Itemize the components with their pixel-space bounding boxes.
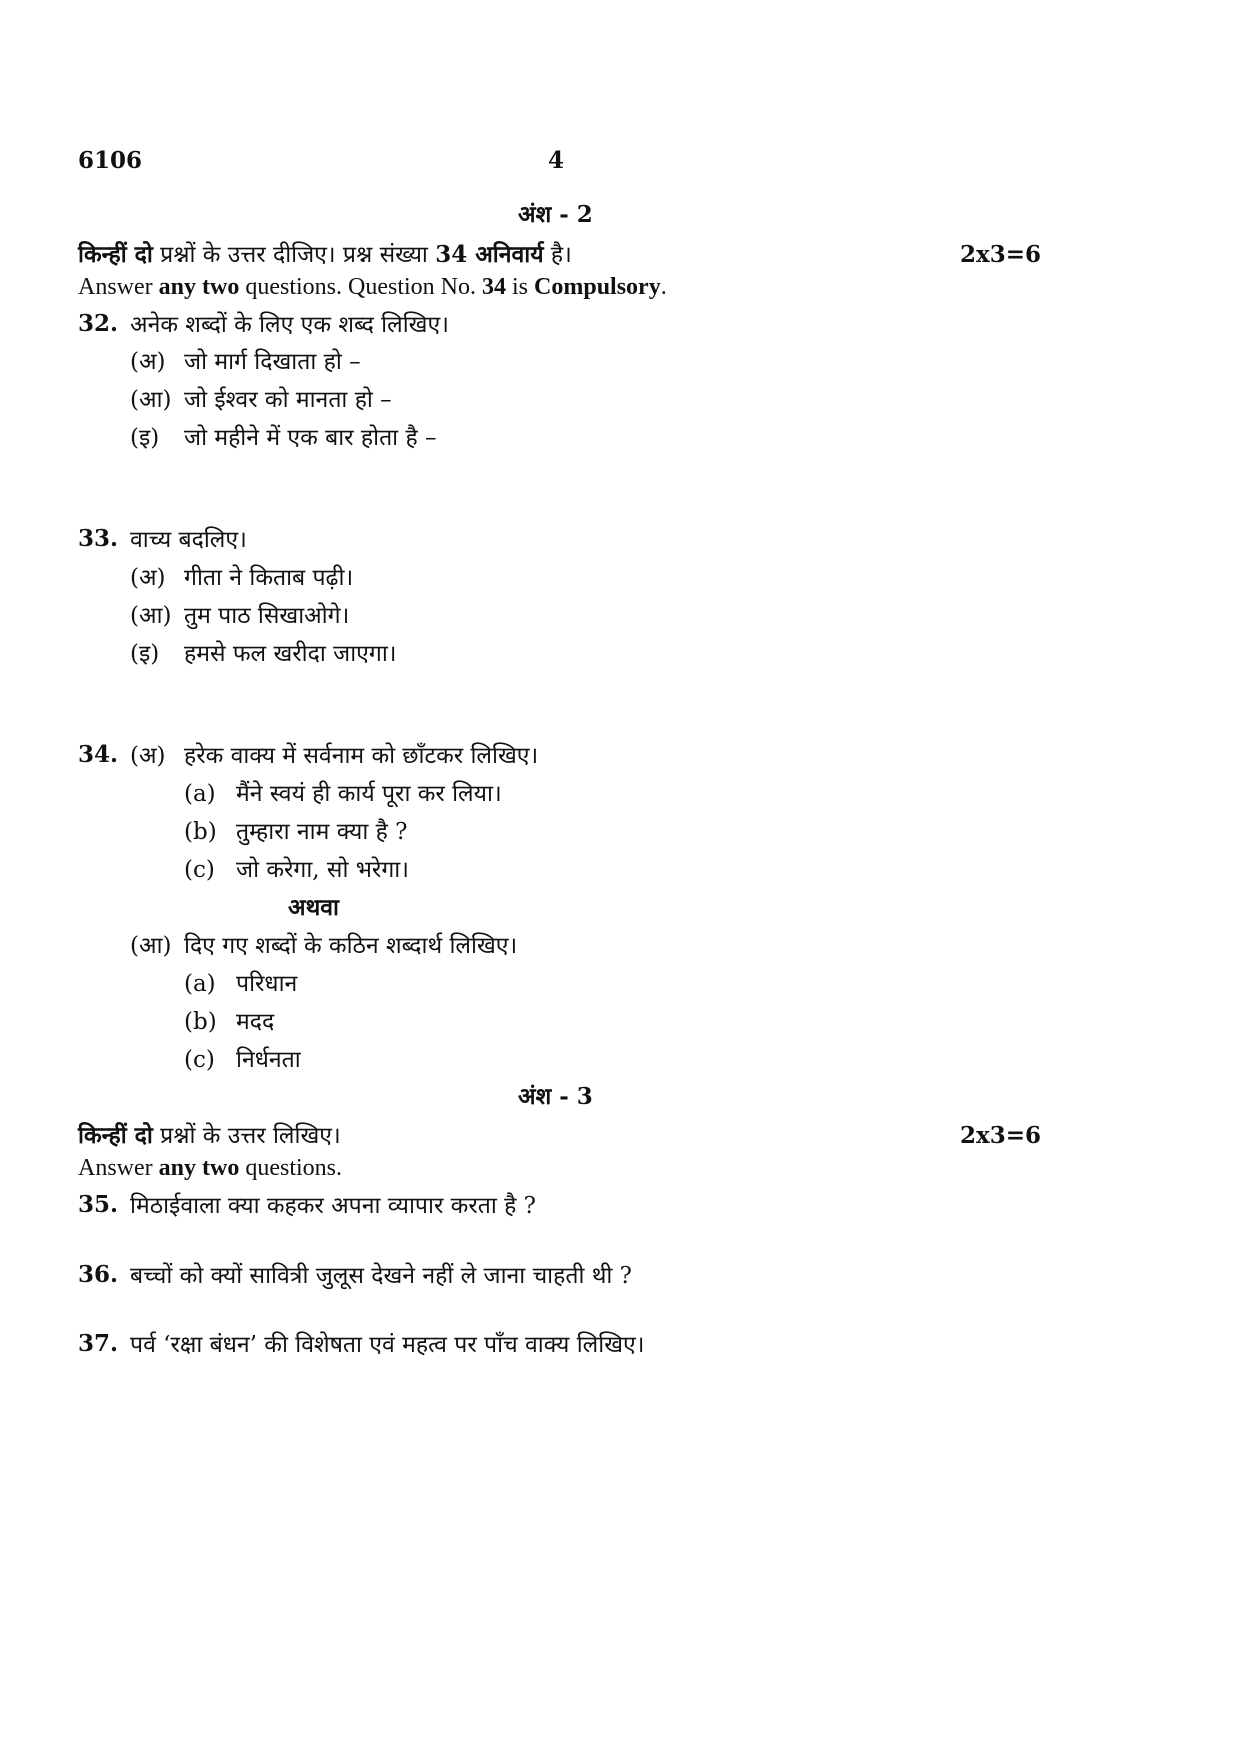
part-label: (आ) xyxy=(130,933,172,959)
en-compulsory: Compulsory xyxy=(534,274,661,300)
question-text: बच्चों को क्यों सावित्री जुलूस देखने नहीं ले जाना चाहती थी ? xyxy=(130,1263,633,1289)
option-text: जो करेगा, सो भरेगा। xyxy=(236,857,409,883)
option-text: गीता ने किताब पढ़ी। xyxy=(184,565,354,591)
en-any-two: any two xyxy=(158,274,240,300)
instruction-text: प्रश्नों के उत्तर दीजिए। प्रश्न संख्या xyxy=(160,242,428,268)
question-text: पर्व ‘रक्षा बंधन’ की विशेषता एवं महत्व पर पाँच वाक्य लिखिए। xyxy=(130,1332,645,1358)
part-text: हरेक वाक्य में सर्वनाम को छाँटकर लिखिए। xyxy=(184,743,539,769)
option-label: (a) xyxy=(184,971,216,997)
instruction-compulsory: 34 अनिवार्य xyxy=(435,241,544,268)
section-2-marks: 2x3=6 xyxy=(960,241,1041,268)
option-text: जो महीने में एक बार होता है – xyxy=(184,425,437,451)
part-text: दिए गए शब्दों के कठिन शब्दार्थ लिखिए। xyxy=(184,933,518,959)
option-label: (इ) xyxy=(130,641,160,667)
part-label: (अ) xyxy=(130,743,166,769)
section-2-title: अंश - 2 xyxy=(518,201,593,228)
option-label: (a) xyxy=(184,781,216,807)
page-number: 4 xyxy=(548,147,565,174)
question-number: 37. xyxy=(78,1330,119,1357)
question-number: 32. xyxy=(78,310,119,337)
instruction-bold: किन्हीं दो xyxy=(78,241,153,268)
option-label: (b) xyxy=(184,1009,217,1035)
option-label: (अ) xyxy=(130,349,166,375)
option-text: जो मार्ग दिखाता हो – xyxy=(184,349,361,375)
option-text: तुम्हारा नाम क्या है ? xyxy=(236,819,408,845)
option-label: (आ) xyxy=(130,603,172,629)
en-mid: questions. Question No. xyxy=(245,274,476,300)
en-prefix: Answer xyxy=(78,274,153,300)
option-text: जो ईश्वर को मानता हो – xyxy=(184,387,392,413)
question-number: 35. xyxy=(78,1191,119,1218)
section-3-marks: 2x3=6 xyxy=(960,1122,1041,1149)
option-label: (आ) xyxy=(130,387,172,413)
option-label: (b) xyxy=(184,819,217,845)
instruction-end: है। xyxy=(550,242,572,268)
section-2-instruction-english xyxy=(78,274,667,301)
section-3-instruction-english xyxy=(78,1155,342,1182)
question-text: वाच्य बदलिए। xyxy=(130,527,247,553)
question-text: अनेक शब्दों के लिए एक शब्द लिखिए। xyxy=(130,312,449,338)
option-label: (c) xyxy=(184,1047,215,1073)
en-prefix: Answer xyxy=(78,1155,153,1181)
question-number: 36. xyxy=(78,1261,119,1288)
option-text: हमसे फल खरीदा जाएगा। xyxy=(184,641,397,667)
instruction-text: प्रश्नों के उत्तर लिखिए। xyxy=(160,1123,341,1149)
option-text: मैंने स्वयं ही कार्य पूरा कर लिया। xyxy=(236,781,502,807)
en-is: is xyxy=(512,274,529,300)
en-dot: . xyxy=(660,274,667,300)
paper-code: 6106 xyxy=(78,147,143,174)
question-text: मिठाईवाला क्या कहकर अपना व्यापार करता है ? xyxy=(130,1193,536,1219)
option-text: तुम पाठ सिखाओगे। xyxy=(184,603,350,629)
option-label: (c) xyxy=(184,857,215,883)
or-label: अथवा xyxy=(288,894,340,921)
en-any-two: any two xyxy=(158,1155,240,1181)
section-3-title: अंश - 3 xyxy=(518,1083,593,1110)
section-3-instruction-hindi xyxy=(78,1121,341,1151)
section-2-instruction-hindi xyxy=(78,240,572,270)
option-text: निर्धनता xyxy=(236,1047,301,1073)
en-question-number: 34 xyxy=(482,274,506,300)
question-number: 34. xyxy=(78,741,119,768)
option-label: (इ) xyxy=(130,425,160,451)
option-text: परिधान xyxy=(236,971,298,997)
instruction-bold: किन्हीं दो xyxy=(78,1122,153,1149)
option-label: (अ) xyxy=(130,565,166,591)
question-number: 33. xyxy=(78,525,119,552)
option-text: मदद xyxy=(236,1009,275,1035)
en-end: questions. xyxy=(245,1155,342,1181)
